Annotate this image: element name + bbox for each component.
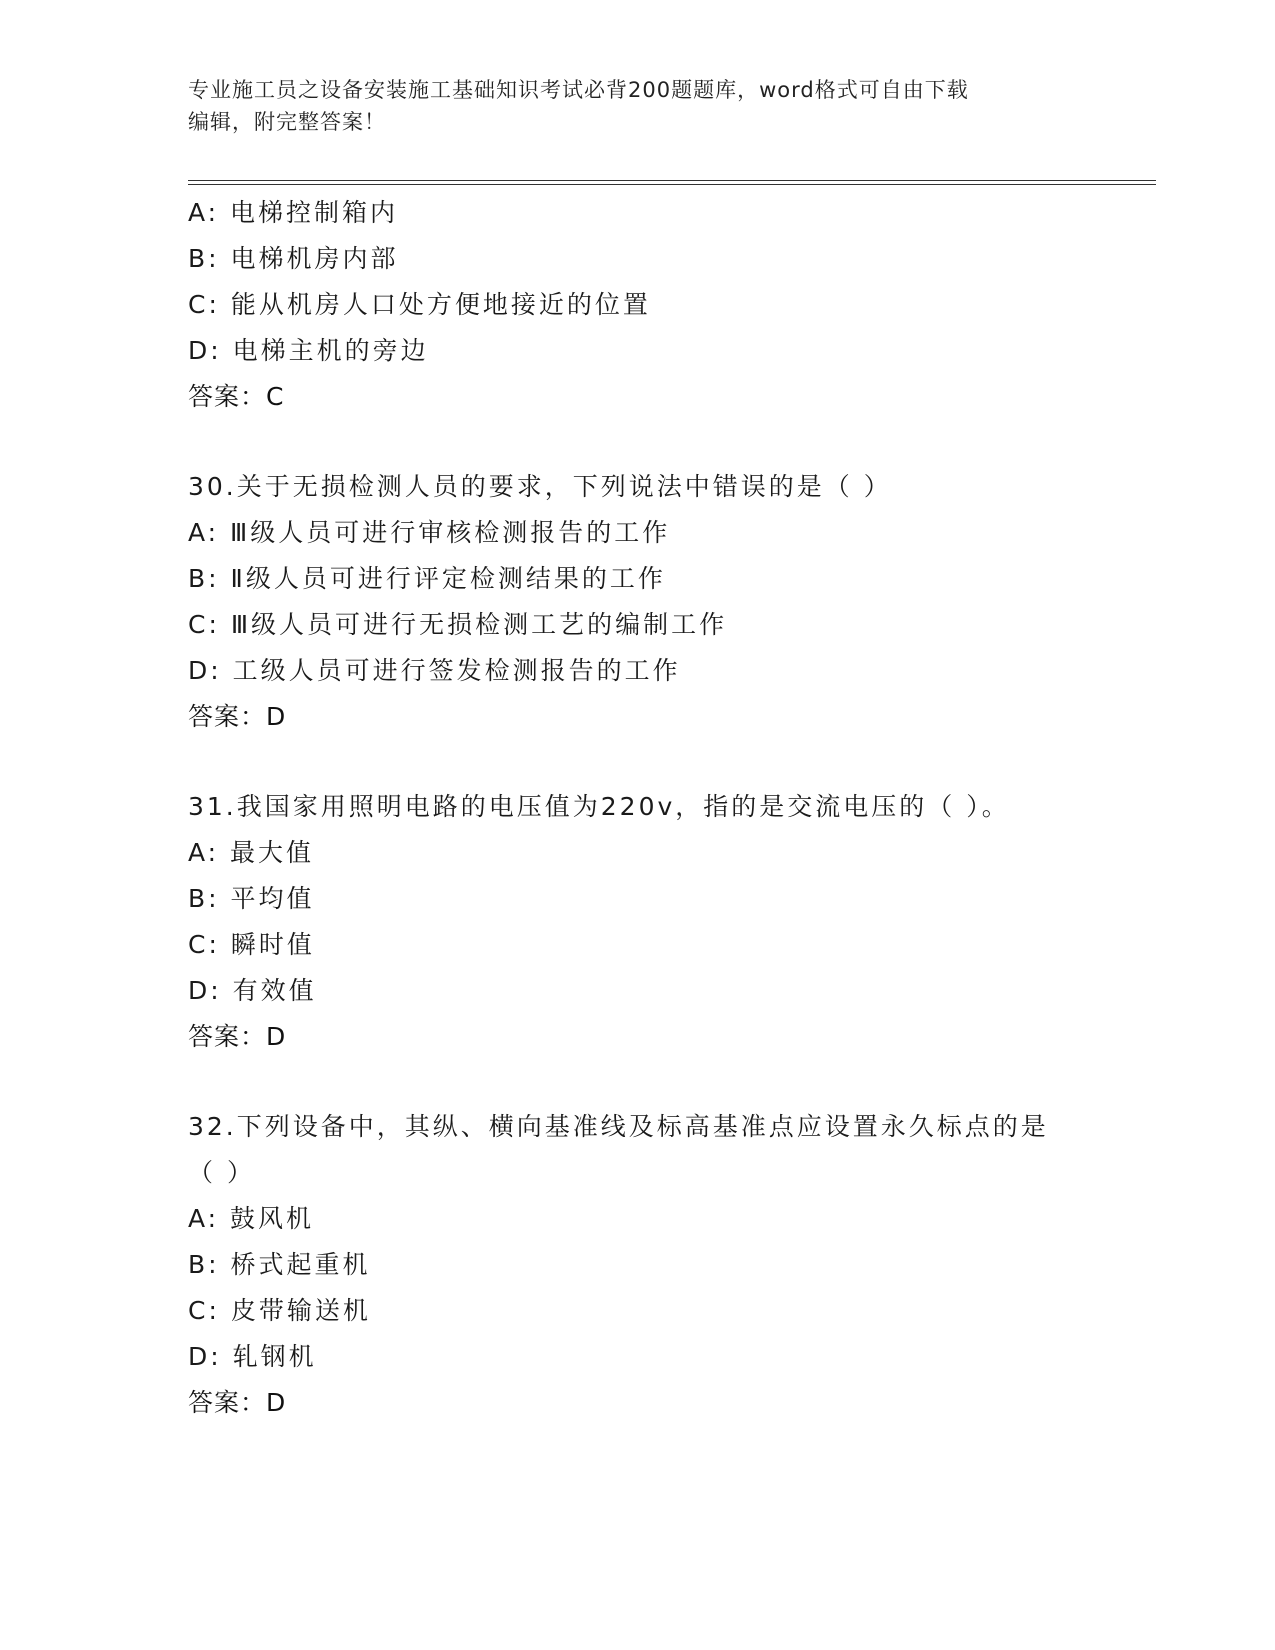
answer-text: 答案：D	[188, 1022, 287, 1051]
header-divider-top	[188, 180, 1156, 181]
question-stem: 30.关于无损检测人员的要求，下列说法中错误的是（ ）	[188, 472, 892, 501]
option-b: B: 桥式起重机	[188, 1250, 371, 1279]
spacer	[188, 420, 1148, 464]
option-b: B: 平均值	[188, 884, 315, 913]
header-divider-bottom	[188, 184, 1156, 185]
option-c: C: Ⅲ级人员可进行无损检测工艺的编制工作	[188, 610, 728, 639]
option-b: B: Ⅱ级人员可进行评定检测结果的工作	[188, 564, 666, 593]
question-30	[188, 464, 1148, 740]
header-title-line-2: 编辑，附完整答案！	[188, 110, 386, 134]
option-a: A: 电梯控制箱内	[188, 198, 399, 227]
option-b: B: 电梯机房内部	[188, 244, 399, 273]
option-c: C: 皮带输送机	[188, 1296, 371, 1325]
header-title-line-1: 专业施工员之设备安装施工基础知识考试必背200题题库，word格式可自由下载	[188, 78, 969, 102]
question-stem-line-2: （ ）	[188, 1158, 255, 1187]
question-list	[188, 190, 1148, 1426]
answer-text: 答案：D	[188, 702, 287, 731]
option-d: D: 工级人员可进行签发检测报告的工作	[188, 656, 681, 685]
option-d: D: 轧钢机	[188, 1342, 317, 1371]
option-d: D: 电梯主机的旁边	[188, 336, 429, 365]
option-c: C: 瞬时值	[188, 930, 315, 959]
option-a: A: Ⅲ级人员可进行审核检测报告的工作	[188, 518, 671, 547]
option-c: C: 能从机房人口处方便地接近的位置	[188, 290, 651, 319]
question-stem-line-1: 32.下列设备中，其纵、横向基准线及标高基准点应设置永久标点的是	[188, 1112, 1049, 1141]
question-32	[188, 1104, 1148, 1426]
question-29-continued	[188, 190, 1148, 420]
option-a: A: 最大值	[188, 838, 315, 867]
document-header	[188, 74, 1088, 138]
answer-text: 答案：C	[188, 382, 285, 411]
question-stem: 31.我国家用照明电路的电压值为220v，指的是交流电压的（ ）。	[188, 792, 1010, 821]
option-a: A: 鼓风机	[188, 1204, 315, 1233]
spacer	[188, 740, 1148, 784]
option-d: D: 有效值	[188, 976, 317, 1005]
question-31	[188, 784, 1148, 1060]
spacer	[188, 1060, 1148, 1104]
answer-text: 答案：D	[188, 1388, 287, 1417]
